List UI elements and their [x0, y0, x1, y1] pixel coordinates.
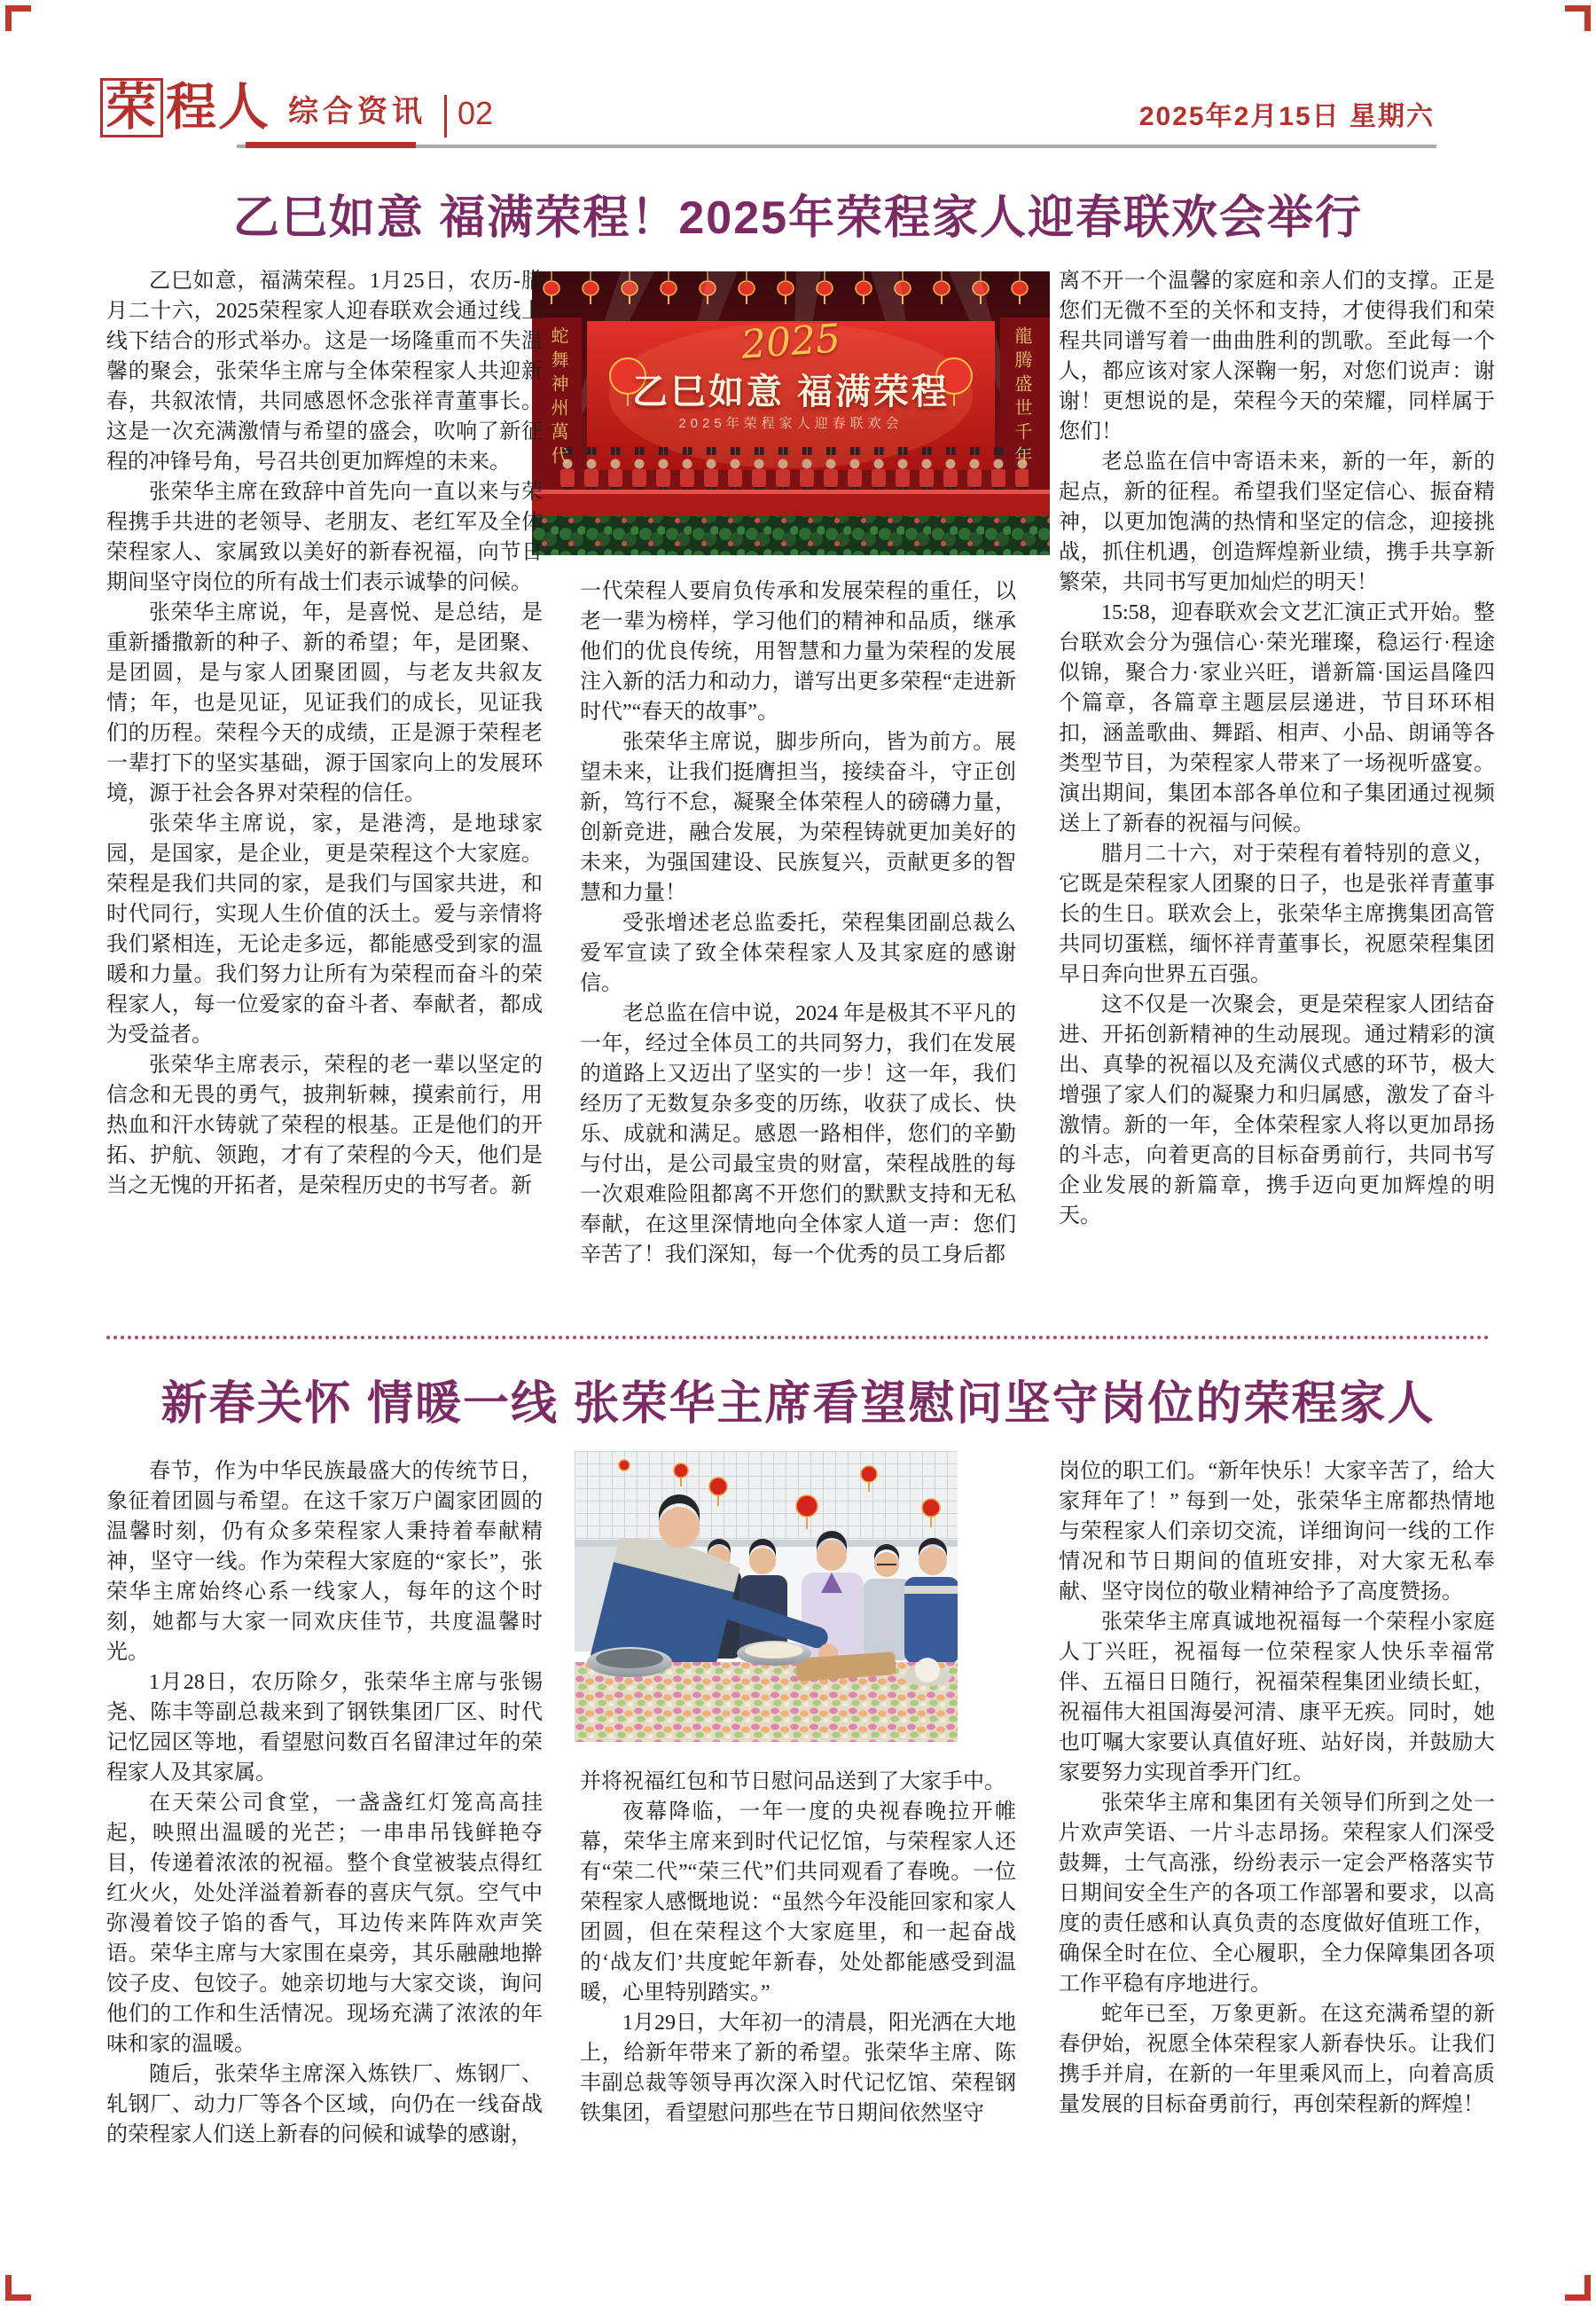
- registration-mark-bottom-left: [5, 2275, 31, 2301]
- article1-column-3: [1059, 266, 1495, 1330]
- body-paragraph: 这不仅是一次聚会，更是荣程家人团结奋进、开拓创新精神的生动展现。通过精彩的演出、真挚的祝福以及充满仪式感的环节，极大增强了家人们的凝聚力和归属感，激发了奋斗激情。新的一年，全体荣程家人将以更加昂扬的斗志，向着更高的目标奋勇前行，共同书写企业发展的新篇章，携手迈向更加辉煌的明天。: [1059, 993, 1495, 1228]
- photo-year-script: 2025: [739, 316, 842, 368]
- page-number: 02: [444, 95, 493, 137]
- header-rule-gray: [237, 145, 1436, 148]
- body-paragraph: 岗位的职工们。“新年快乐！大家辛苦了，给大家拜年了！” 每到一处，张荣华主席都热情地与荣程家人们亲切交流，详细询问一线的工作情况和节日期间的值班安排，对大家无私奉献、坚守岗位的敬业精神给予了高度赞扬。: [1059, 1460, 1495, 1604]
- body-paragraph: 离不开一个温馨的家庭和亲人们的支撑。正是您们无微不至的关怀和支持，才使得我们和荣程共同谱写着一曲曲胜利的凯歌。至此每一个人，都应该对家人深鞠一躬，对您们说声：谢谢！更想说的是，荣程今天的荣耀，同样属于您们！: [1059, 270, 1495, 443]
- body-paragraph: 15:58，迎春联欢会文艺汇演正式开始。整台联欢会分为强信心·荣光璀璨，稳运行·程途似锦，聚合力·家业兴旺，谱新篇·国运昌隆四个篇章，各篇章主题层层递进，节目环环相扣，涵盖歌曲、舞蹈、相声、小品、朗诵等各类型节目，为荣程家人带来了一场视听盛宴。演出期间，集团本部各单位和子集团通过视频送上了新春的祝福与问候。: [1059, 601, 1495, 835]
- header-rule-red: [246, 142, 416, 148]
- article2-column-1: [106, 1456, 543, 2226]
- body-paragraph: 在天荣公司食堂，一盏盏红灯笼高高挂起，映照出温暖的光芒；一串串吊钱鲜艳夺目，传递着浓浓的祝福。整个食堂被装点得红红火火，处处洋溢着新春的喜庆气氛。空气中弥漫着饺子馅的香气，耳边传来阵阵欢声笑语。荣华主席与大家围在桌旁，其乐融融地擀饺子皮、包饺子。她亲切地与大家交谈，询问他们的工作和生活情况。现场充满了浓浓的年味和家的温暖。: [106, 1792, 543, 2056]
- body-paragraph: 老总监在信中寄语未来，新的一年，新的起点，新的征程。希望我们坚定信心、振奋精神，以更加饱满的热情和坚定的信念，迎接挑战，抓住机遇，创造辉煌新业绩，携手共享新繁荣，共同书写更加灿烂的明天！: [1059, 451, 1495, 594]
- body-paragraph: 蛇年已至，万象更新。在这充满希望的新春伊始，祝愿全体荣程家人新春快乐。让我们携手并肩，在新的一年里乘风而上，向着高质量发展的目标奋勇前行，再创荣程新的辉煌！: [1059, 2003, 1495, 2116]
- body-paragraph: 夜幕降临，一年一度的央视春晚拉开帷幕，荣华主席来到时代记忆馆，与荣程家人还有“荣二代”“荣三代”们共同观看了春晚。一位荣程家人感慨地说：“虽然今年没能回家和家人团圆，但在荣程这个大家庭里，和一起奋战的‘战友们’共度蛇年新春，处处都能感受到温暖，心里特别踏实。”: [580, 1800, 1016, 2004]
- masthead-logo: [100, 78, 270, 137]
- registration-mark-top-left: [5, 5, 31, 31]
- body-paragraph: 张荣华主席说，年，是喜悦、是总结，是重新播撒新的种子、新的希望；年，是团聚、是团圆，是与家人团聚团圆，与老友共叙友情；年，也是见证，见证我们的成长，见证我们的历程。荣程今天的成绩，正是源于荣程老一辈打下的坚实基础，源于国家向上的发展环境，源于社会各界对荣程的信任。: [106, 601, 543, 805]
- logo-seal-character: 荣: [100, 78, 163, 137]
- body-paragraph: 随后，张荣华主席深入炼铁厂、炼钢厂、轧钢厂、动力厂等各个区域，向仍在一线奋战的荣程家人们送上新春的问候和诚挚的感谢，: [106, 2063, 543, 2146]
- body-paragraph: 张荣华主席说，脚步所向，皆为前方。展望未来，让我们挺膺担当，接续奋斗，守正创新，笃行不怠，凝聚全体荣程人的磅礴力量，创新竞进，融合发展，为荣程铸就更加美好的未来，为强国建设、民族复兴，贡献更多的智慧和力量！: [580, 731, 1016, 905]
- body-paragraph: 张荣华主席和集团有关领导们所到之处一片欢声笑语、一片斗志昂扬。荣程家人们深受鼓舞，士气高涨，纷纷表示一定会严格落实节日期间安全生产的各项工作部署和要求，以高度的责任感和认真负责的态度做好值班工作，确保全时在位、全心履职，全力保障集团各项工作平稳有序地进行。: [1059, 1792, 1495, 1996]
- registration-mark-bottom-right: [1565, 2275, 1591, 2301]
- article1-headline: 乙巳如意 福满荣程！2025年荣程家人迎春联欢会举行: [232, 192, 1364, 244]
- article2-photo-dumpling-making: [575, 1451, 958, 1742]
- section-label: 综合资讯: [288, 95, 426, 129]
- body-paragraph: 腊月二十六，对于荣程有着特别的意义，它既是荣程家人团聚的日子，也是张祥青董事长的生日。联欢会上，张荣华主席携集团高管共同切蛋糕，缅怀祥青董事长，祝愿荣程集团早日奔向世界五百强。: [1059, 843, 1495, 986]
- dumpling-scene-illustration: [575, 1451, 958, 1742]
- masthead: [100, 78, 493, 137]
- photo-banner-text: 乙巳如意 福满荣程: [631, 373, 951, 412]
- body-paragraph: 春节，作为中华民族最盛大的传统节日，象征着团圆与希望。在这千家万户阖家团圆的温馨时刻，仍有众多荣程家人秉持着奉献精神，坚守一线。作为荣程大家庭的“家长”，张荣华主席始终心系一线家人，每年的这个时刻，她都与大家一同欢庆佳节，共度温馨时光。: [106, 1460, 543, 1664]
- body-paragraph: 乙巳如意，福满荣程。1月25日，农历-腊月二十六，2025荣程家人迎春联欢会通过线上线下结合的形式举办。这是一场隆重而不失温馨的聚会，张荣华主席与全体荣程家人共迎新春，共叙浓情，共同感恩怀念张祥青董事长。这是一次充满激情与希望的盛会，吹响了新征程的冲锋号角，号召共创更加辉煌的未来。: [106, 270, 543, 474]
- photo-couplet-right: 龍腾盛世千年: [1012, 326, 1033, 470]
- body-paragraph: 并将祝福红包和节日慰问品送到了大家手中。: [580, 1770, 1005, 1793]
- article2-column-3: [1059, 1456, 1495, 2226]
- article-divider-dotted: [106, 1336, 1490, 1339]
- article2-column-2: [580, 1767, 1016, 2228]
- body-paragraph: 张荣华主席表示，荣程的老一辈以坚定的信念和无畏的勇气，披荆斩棘，摸索前行，用热血和汗水铸就了荣程的根基。正是他们的开拓、护航、领跑，才有了荣程的今天，他们是当之无愧的开拓者，是荣程历史的书写者。新: [106, 1054, 543, 1197]
- article1-photo-gala-stage: [532, 271, 1050, 555]
- photo-couplet-left: 蛇舞神州萬代: [548, 326, 569, 470]
- issue-date: 2025年2月15日 星期六: [1138, 102, 1435, 131]
- article1-column-1: [106, 266, 543, 1330]
- article2-headline: 新春关怀 情暖一线 张荣华主席看望慰问坚守岗位的荣程家人: [160, 1378, 1436, 1430]
- body-paragraph: 受张增述老总监委托，荣程集团副总裁么爱军宣读了致全体荣程家人及其家庭的感谢信。: [580, 912, 1016, 995]
- body-paragraph: 张荣华主席真诚地祝福每一个荣程小家庭人丁兴旺，祝福每一位荣程家人快乐幸福常伴、五福日日随行，祝福荣程集团业绩长虹，祝福伟大祖国海晏河清、康平无疾。同时，她也叮嘱大家要认真值好班、站好岗，并鼓励大家要努力实现首季开门红。: [1059, 1611, 1495, 1784]
- article1-column-2: [580, 576, 1016, 1330]
- body-paragraph: 老总监在信中说，2024 年是极其不平凡的一年，经过全体员工的共同努力，我们在发展的道路上又迈出了坚实的一步！这一年，我们经历了无数复杂多变的历练，收获了成长、快乐、成就和满足。感恩一路相伴，您们的辛勤与付出，是公司最宝贵的财富，荣程战胜的每一次艰难险阻都离不开您们的默默支持和无私奉献，在这里深情地向全体家人道一声：您们辛苦了！我们深知，每一个优秀的员工身后都: [580, 1002, 1016, 1267]
- body-paragraph: 1月29日，大年初一的清晨，阳光洒在大地上，给新年带来了新的希望。张荣华主席、陈丰副总裁等领导再次深入时代记忆馆、荣程钢铁集团，看望慰问那些在节日期间依然坚守: [580, 2012, 1016, 2125]
- registration-mark-top-right: [1565, 5, 1591, 31]
- body-paragraph: 张荣华主席在致辞中首先向一直以来与荣程携手共进的老领导、老朋友、老红军及全体荣程家人、家属致以美好的新春祝福，向节日期间坚守岗位的所有战士们表示诚挚的问候。: [106, 481, 543, 594]
- logo-text: 程人: [166, 77, 270, 137]
- photo-banner-subtext: 2025年荣程家人迎春联欢会: [678, 416, 904, 431]
- body-paragraph: 一代荣程人要肩负传承和发展荣程的重任，以老一辈为榜样，学习他们的精神和品质，继承他们的优良传统，用智慧和力量为荣程的发展注入新的活力和动力，谱写出更多荣程“走进新时代”“春天的故事”。: [580, 580, 1016, 724]
- body-paragraph: 张荣华主席说，家，是港湾，是地球家园，是国家，是企业，更是荣程这个大家庭。荣程是我们共同的家，是我们与国家共进，和时代同行，实现人生价值的沃土。爱与亲情将我们紧相连，无论走多远，都能感受到家的温暖和力量。我们努力让所有为荣程而奋斗的荣程家人，每一位爱家的奋斗者、奉献者，都成为受益者。: [106, 812, 543, 1047]
- body-paragraph: 1月28日，农历除夕，张荣华主席与张锡尧、陈丰等副总裁来到了钢铁集团厂区、时代记忆园区等地，看望慰问数百名留津过年的荣程家人及其家属。: [106, 1671, 543, 1784]
